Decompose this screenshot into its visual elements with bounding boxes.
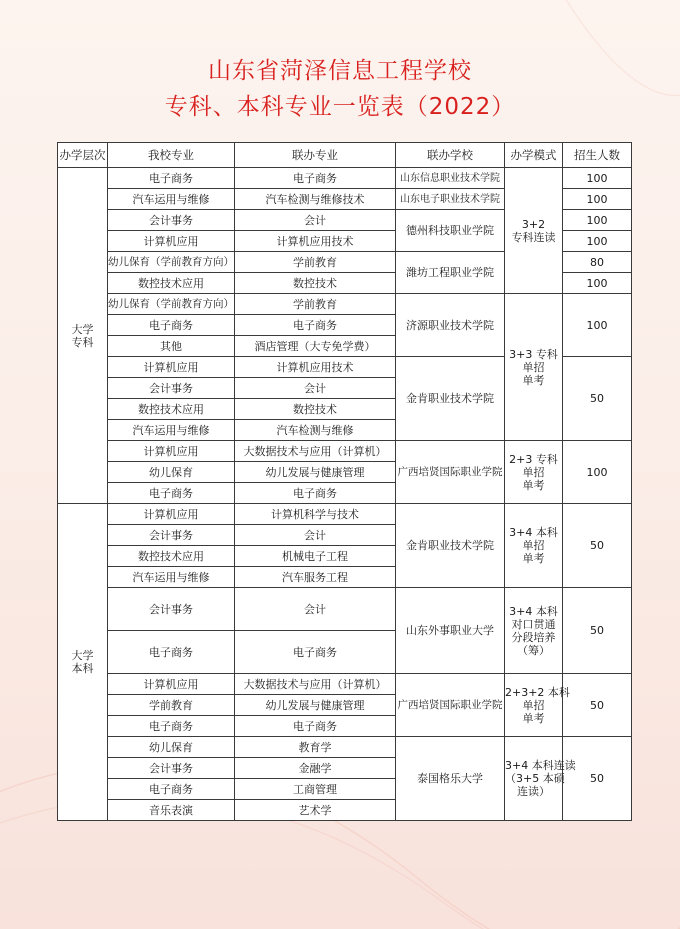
quota-cell: 50: [563, 737, 632, 821]
table-row: [58, 588, 632, 631]
my-major: 其他: [108, 336, 235, 357]
my-major: 幼儿保育: [108, 737, 235, 758]
joint-major: 计算机应用技术: [235, 357, 396, 378]
joint-major: 会计: [235, 210, 396, 231]
joint-major: 学前教育: [235, 252, 396, 273]
quota-cell: 100: [563, 273, 632, 294]
joint-major: 会计: [235, 378, 396, 399]
program-table: [57, 142, 632, 821]
header-joint-major: 联办专业: [235, 143, 396, 168]
my-major: 会计事务: [108, 758, 235, 779]
joint-school: 广西培贤国际职业学院: [396, 441, 505, 504]
quota-cell: 80: [563, 252, 632, 273]
my-major: 电子商务: [108, 631, 235, 674]
my-major: 计算机应用: [108, 357, 235, 378]
table-header-row: [58, 143, 632, 168]
table-row: [58, 737, 632, 758]
mode-cell: 3+3 专科 单招 单考: [505, 294, 563, 441]
quota-cell: 100: [563, 294, 632, 357]
table-row: [58, 441, 632, 462]
joint-major: 电子商务: [235, 631, 396, 674]
my-major: 电子商务: [108, 168, 235, 189]
my-major: 幼儿保育（学前教育方向）: [108, 252, 235, 273]
my-major: 会计事务: [108, 588, 235, 631]
mode-cell: 3+4 本科 对口贯通 分段培养 （筹）: [505, 588, 563, 674]
joint-major: 计算机应用技术: [235, 231, 396, 252]
my-major: 汽车运用与维修: [108, 420, 235, 441]
mode-cell: 2+3+2 本科 单招 单考: [505, 674, 563, 737]
joint-major: 会计: [235, 588, 396, 631]
joint-major: 数控技术: [235, 273, 396, 294]
joint-major: 艺术学: [235, 800, 396, 821]
joint-school: 山东外事职业大学: [396, 588, 505, 674]
joint-major: 汽车检测与维修技术: [235, 189, 396, 210]
table-row: [58, 168, 632, 189]
quota-cell: 100: [563, 168, 632, 189]
header-quota: 招生人数: [563, 143, 632, 168]
my-major: 数控技术应用: [108, 273, 235, 294]
joint-major: 机械电子工程: [235, 546, 396, 567]
header-joint-school: 联办学校: [396, 143, 505, 168]
joint-major: 教育学: [235, 737, 396, 758]
my-major: 会计事务: [108, 525, 235, 546]
joint-major: 数控技术: [235, 399, 396, 420]
joint-school: 德州科技职业学院: [396, 210, 505, 252]
joint-major: 计算机科学与技术: [235, 504, 396, 525]
my-major: 计算机应用: [108, 441, 235, 462]
my-major: 电子商务: [108, 315, 235, 336]
joint-school: 济源职业技术学院: [396, 294, 505, 357]
my-major: 电子商务: [108, 483, 235, 504]
quota-cell: 50: [563, 674, 632, 737]
my-major: 会计事务: [108, 210, 235, 231]
mode-cell: 3+4 本科 单招 单考: [505, 504, 563, 588]
joint-school: 泰国格乐大学: [396, 737, 505, 821]
quota-cell: 100: [563, 189, 632, 210]
quota-cell: 50: [563, 504, 632, 588]
table-row: [58, 294, 632, 315]
joint-major: 幼儿发展与健康管理: [235, 695, 396, 716]
my-major: 数控技术应用: [108, 546, 235, 567]
joint-major: 电子商务: [235, 483, 396, 504]
header-mode: 办学模式: [505, 143, 563, 168]
joint-school: 广西培贤国际职业学院: [396, 674, 505, 737]
joint-major: 电子商务: [235, 168, 396, 189]
my-major: 电子商务: [108, 779, 235, 800]
joint-major: 金融学: [235, 758, 396, 779]
header-level: 办学层次: [58, 143, 108, 168]
joint-major: 酒店管理（大专免学费）: [235, 336, 396, 357]
joint-major: 汽车检测与维修: [235, 420, 396, 441]
table-row: [58, 504, 632, 525]
joint-school: 金肯职业技术学院: [396, 357, 505, 441]
joint-major: 学前教育: [235, 294, 396, 315]
my-major: 计算机应用: [108, 674, 235, 695]
my-major: 数控技术应用: [108, 399, 235, 420]
joint-school: 山东电子职业技术学院: [396, 189, 505, 210]
my-major: 汽车运用与维修: [108, 189, 235, 210]
title-school: 山东省菏泽信息工程学校: [208, 58, 472, 84]
joint-major: 工商管理: [235, 779, 396, 800]
level-benke: 大学 本科: [58, 504, 108, 821]
mode-cell: 3+2 专科连读: [505, 168, 563, 294]
title-subtitle: 专科、本科专业一览表（2022）: [164, 94, 516, 120]
quota-cell: 50: [563, 357, 632, 441]
mode-cell: 2+3 专科 单招 单考: [505, 441, 563, 504]
quota-cell: 50: [563, 588, 632, 674]
header-my-major: 我校专业: [108, 143, 235, 168]
quota-cell: 100: [563, 210, 632, 231]
joint-school: 山东信息职业技术学院: [396, 168, 505, 189]
my-major: 汽车运用与维修: [108, 567, 235, 588]
joint-major: 电子商务: [235, 315, 396, 336]
my-major: 电子商务: [108, 716, 235, 737]
my-major: 会计事务: [108, 378, 235, 399]
joint-major: 幼儿发展与健康管理: [235, 462, 396, 483]
table-row: [58, 674, 632, 695]
mode-cell: 3+4 本科连读 （3+5 本硕 连读）: [505, 737, 563, 821]
my-major: 音乐表演: [108, 800, 235, 821]
joint-school: 潍坊工程职业学院: [396, 252, 505, 294]
joint-major: 汽车服务工程: [235, 567, 396, 588]
my-major: 幼儿保育: [108, 462, 235, 483]
my-major: 学前教育: [108, 695, 235, 716]
joint-major: 大数据技术与应用（计算机）: [235, 674, 396, 695]
my-major: 幼儿保育（学前教育方向）: [108, 294, 235, 315]
level-zhuanke: 大学 专科: [58, 168, 108, 504]
my-major: 计算机应用: [108, 504, 235, 525]
quota-cell: 100: [563, 231, 632, 252]
joint-major: 电子商务: [235, 716, 396, 737]
joint-major: 会计: [235, 525, 396, 546]
quota-cell: 100: [563, 441, 632, 504]
joint-school: 金肯职业技术学院: [396, 504, 505, 588]
joint-major: 大数据技术与应用（计算机）: [235, 441, 396, 462]
my-major: 计算机应用: [108, 231, 235, 252]
